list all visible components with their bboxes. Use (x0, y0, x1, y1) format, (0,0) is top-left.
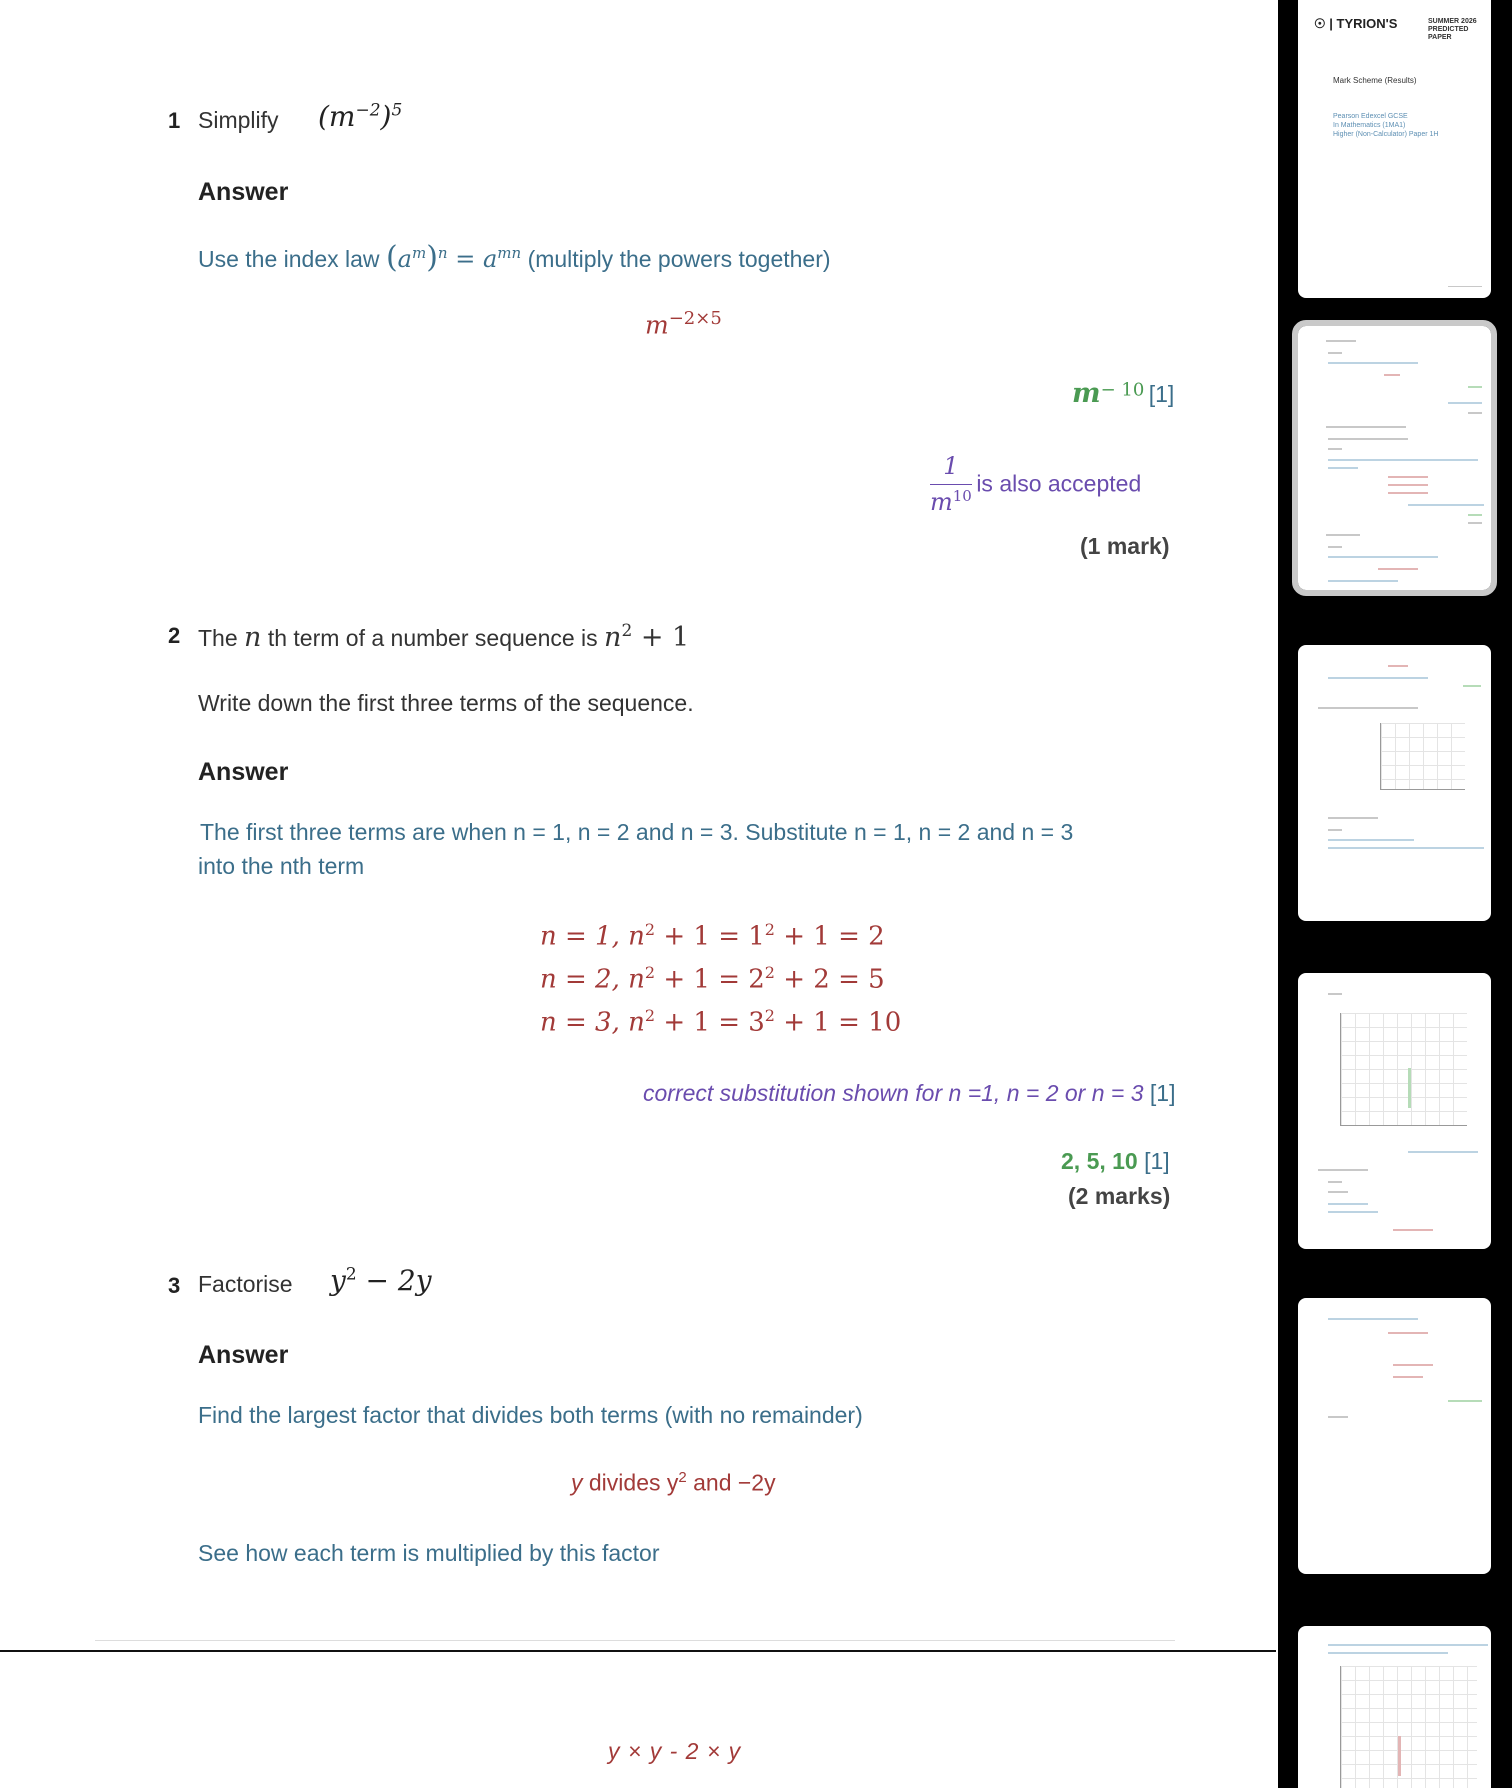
answer-heading: Answer (198, 178, 289, 206)
working-line: n = 2, $n^2 + 1 = 2^2 + 2 = 5$ (540, 963, 885, 995)
final-answer: 2, 5, 10 [1] (1061, 1148, 1170, 1174)
thumbnail-title: Mark Scheme (Results) (1333, 76, 1417, 85)
working-line: $m^{-2\times 5}$ (645, 308, 722, 340)
working-line: n = 1, $n^2 + 1 = 1^2 + 1 = 2$ (540, 920, 885, 952)
explanation-text: The first three terms are when n = 1, n = 2 and n = 3. Substitute n = 1, n = 2 and n = 3 (200, 819, 1074, 845)
marks-total: (2 marks) (1068, 1183, 1171, 1209)
thumbnail-page-2[interactable] (1298, 326, 1491, 590)
working-line: y divides $y^2$ and −2y (571, 1469, 776, 1496)
answer-heading: Answer (198, 758, 289, 786)
answer-heading: Answer (198, 1341, 289, 1369)
lightbulb-icon: ☉ (1314, 16, 1326, 31)
brand-logo: ☉ | TYRION'S (1314, 16, 1398, 31)
thumbnail-line: In Mathematics (1MA1) (1333, 122, 1406, 129)
question-number: 3 (168, 1273, 181, 1298)
page-2 (0, 1650, 1276, 1788)
alternative-answer: $\frac{1}{m^{10}}$ is also accepted (930, 452, 1142, 516)
thumbnail-page-3[interactable] (1298, 645, 1491, 921)
page-thumbnails-sidebar (1278, 0, 1512, 1788)
question-number: 2 (168, 623, 181, 648)
thumbnail-line: Pearson Edexcel GCSE (1333, 113, 1408, 120)
question-prompt: Factorise (198, 1271, 293, 1297)
question-prompt: The n th term of a number sequence is $n^2 + 1$ (198, 621, 690, 653)
question-number: 1 (168, 108, 181, 133)
explanation-text: Find the largest factor that divides both terms (with no remainder) (198, 1402, 863, 1428)
question-expression: $(m^{-2})^5$ (318, 100, 403, 133)
question-prompt: Simplify (198, 107, 279, 133)
question-expression: $y^2 - 2y$ (330, 1264, 432, 1297)
explanation-text: Use the index law $(a^m)^n = a^{mn}$ (multiply the powers together) (198, 240, 831, 275)
brand-subtitle: SUMMER 2026 PREDICTED PAPER (1428, 18, 1477, 41)
thumbnail-page-6[interactable] (1298, 1626, 1491, 1788)
working-line: n = 3, $n^2 + 1 = 3^2 + 1 = 10$ (540, 1006, 902, 1038)
thumbnail-page-4[interactable] (1298, 973, 1491, 1249)
marks-total: (1 mark) (1080, 533, 1170, 559)
question-instruction: Write down the first three terms of the sequence. (198, 690, 694, 716)
mark-criterion: correct substitution shown for n =1, n = 2 or n = 3 [1] (643, 1080, 1176, 1106)
page-divider (95, 1640, 1175, 1641)
thumbnail-page-1[interactable] (1298, 0, 1491, 298)
explanation-text: into the nth term (198, 853, 365, 879)
thumbnail-page-5[interactable] (1298, 1298, 1491, 1574)
working-line: y × y - 2 × y (608, 1738, 742, 1764)
explanation-text: See how each term is multiplied by this factor (198, 1540, 660, 1566)
thumbnail-line: Higher (Non-Calculator) Paper 1H (1333, 131, 1439, 138)
result-line: $m^{- 10}$ [1] (1072, 378, 1175, 409)
